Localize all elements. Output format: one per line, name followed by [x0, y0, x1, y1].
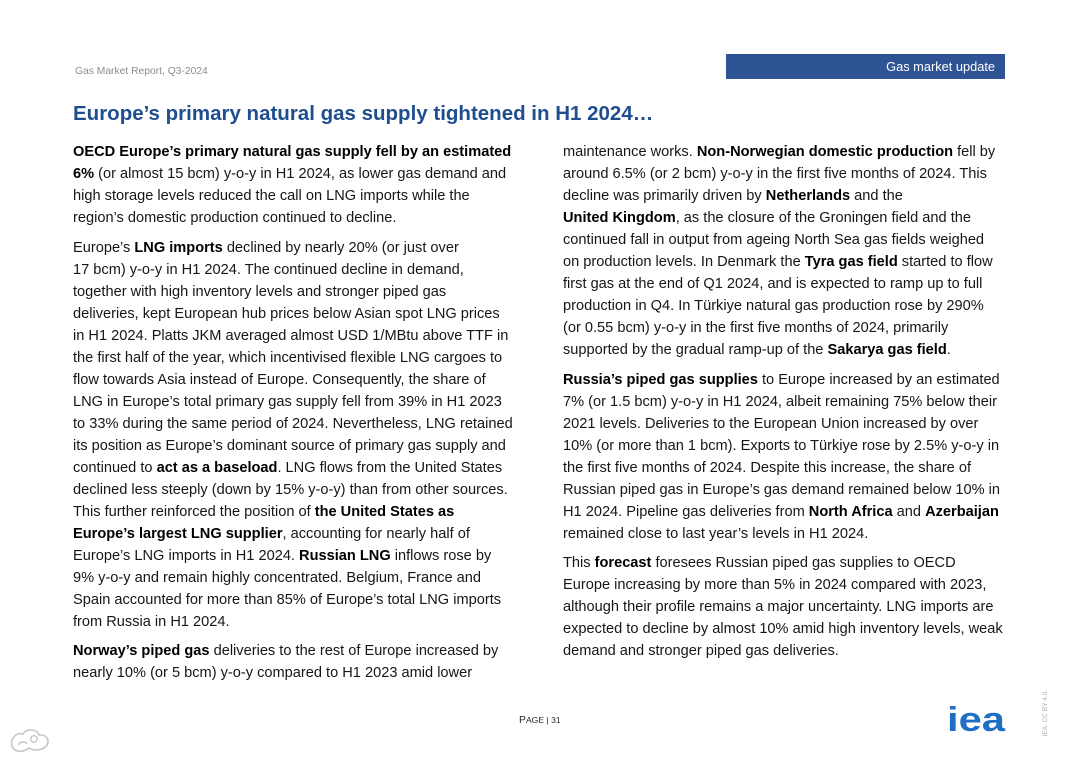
text-line: declined less steeply (down by 15% y-o-y) than from other sources. [73, 481, 508, 498]
iea-logo-text: iea [947, 702, 1007, 734]
text-line: This forecast foresees Russian piped gas supplies to OECD [563, 555, 956, 571]
bold-highlight: the United States as [314, 503, 455, 520]
body-paragraph [73, 237, 525, 633]
text-line: supported by the gradual ramp-up of the Sakarya gas field. [563, 342, 951, 358]
section-header-bar [726, 54, 1005, 79]
text-line: Europe increasing by more than 5% in 2024 compared with 2023, [563, 577, 987, 593]
text-line: 9% y-o-y and remain highly concentrated. Belgium, France and [73, 569, 482, 586]
bold-highlight: Russian LNG [299, 547, 391, 564]
bold-highlight: Netherlands [765, 188, 851, 204]
text-line: high storage levels reduced the call on LNG imports while the [73, 188, 470, 204]
text-line: 2021 levels. Deliveries to the European Union increased by over [563, 415, 979, 432]
watermark-logo-icon [8, 727, 52, 755]
bold-highlight: Sakarya gas field [827, 342, 947, 358]
bold-highlight: LNG imports [134, 239, 223, 256]
text-line: Spain accounted for more than 85% of Europe’s total LNG imports [73, 591, 502, 608]
text-line: demand and stronger piped gas deliveries. [563, 643, 839, 659]
text-line: Europe’s largest LNG supplier, accounting for nearly half of [73, 525, 470, 542]
text-line: continued to act as a baseload. LNG flows from the United States [73, 459, 503, 476]
body-paragraph [563, 141, 1015, 361]
bold-highlight: forecast [594, 555, 652, 571]
text-line: H1 2024. Pipeline gas deliveries from North Africa and Azerbaijan [563, 503, 999, 520]
bold-highlight: United Kingdom [563, 210, 676, 226]
text-line: deliveries, kept European hub prices below Asian spot LNG prices [73, 305, 500, 322]
text-line: Europe’s LNG imports in H1 2024. Russian LNG inflows rose by [73, 547, 492, 564]
text-line: production in Q4. In Türkiye natural gas production rose by 290% [563, 298, 984, 314]
body-paragraph [73, 141, 525, 229]
text-line: the first half of the year, which incentivised flexible LNG cargoes to [73, 349, 503, 366]
text-line: 6% (or almost 15 bcm) y-o-y in H1 2024, as lower gas demand and [73, 166, 507, 182]
text-line: (or 0.55 bcm) y-o-y in the first five months of 2024, primarily [563, 320, 949, 336]
text-line: its position as Europe’s dominant source of primary gas supply and [73, 437, 506, 454]
right-text-column [563, 141, 1015, 670]
text-line: 10% (or more than 1 bcm). Exports to Türkiye rose by 2.5% y-o-y in [563, 437, 1000, 454]
text-line: in H1 2024. Platts JKM averaged almost USD 1/MBtu above TTF in [73, 327, 509, 344]
bold-highlight: Europe’s largest LNG supplier [73, 525, 283, 542]
text-line: although their profile remains a major uncertainty. LNG imports are [563, 599, 994, 615]
bold-highlight: OECD Europe’s primary natural gas supply fell by an estimated [73, 144, 512, 160]
text-line: maintenance works. Non-Norwegian domestic production fell by [563, 144, 996, 160]
page-title: Europe’s primary natural gas supply tightened in H1 2024… [73, 102, 654, 125]
watermark-logo-outline [12, 730, 48, 751]
text-line: Norway’s piped gas deliveries to the rest of Europe increased by [73, 643, 499, 659]
text-line: 7% (or 1.5 bcm) y-o-y in H1 2024, albeit remaining 75% below their [563, 393, 997, 410]
bold-highlight: 6% [73, 166, 95, 182]
license-note: IEA. CC BY 4.0. [1042, 690, 1049, 737]
text-line: expected to decline by almost 10% amid high inventory levels, weak [563, 621, 1003, 637]
text-line: Europe’s LNG imports declined by nearly 20% (or just over [73, 239, 459, 256]
text-line: 17 bcm) y-o-y in H1 2024. The continued decline in demand, [73, 261, 464, 278]
text-line: United Kingdom, as the closure of the Groningen field and the [563, 210, 971, 226]
left-text-column [73, 141, 525, 692]
text-line: decline was primarily driven by Netherlands and the [563, 188, 903, 204]
text-line: together with high inventory levels and stronger piped gas [73, 283, 447, 300]
bold-highlight: Russia’s piped gas supplies [563, 371, 758, 388]
text-line: region’s domestic production continued to decline. [73, 210, 397, 226]
report-title: Gas Market Report, Q3-2024 [75, 66, 208, 77]
text-line: This further reinforced the position of the United States as [73, 503, 455, 520]
text-line: flow towards Asia instead of Europe. Consequently, the share of [73, 371, 486, 388]
bold-highlight: Norway’s piped gas [73, 643, 210, 659]
text-line: nearly 10% (or 5 bcm) y-o-y compared to H1 2023 amid lower [73, 665, 473, 681]
text-line: first gas at the end of Q1 2024, and is expected to ramp up to full [563, 276, 983, 292]
text-line [73, 141, 525, 163]
text-line: to 33% during the same period of 2024. Nevertheless, LNG retained [73, 415, 513, 432]
text-line: continued fall in output from ageing North Sea gas fields weighed [563, 232, 985, 248]
iea-logo [947, 702, 1009, 734]
bold-highlight: Non-Norwegian domestic production [696, 144, 954, 160]
text-line: from Russia in H1 2024. [73, 613, 230, 630]
bold-highlight: Tyra gas field [804, 254, 898, 270]
text-line: Russian piped gas in Europe’s gas demand remained below 10% in [563, 481, 1001, 498]
section-label: Gas market update [886, 59, 995, 74]
body-paragraph [563, 552, 1015, 662]
text-line: around 6.5% (or 2 bcm) y-o-y in the first five months of 2024. This [563, 166, 987, 182]
body-paragraph [563, 369, 1015, 545]
bold-highlight: North Africa [808, 503, 893, 520]
text-line: the first five months of 2024. Despite this increase, the share of [563, 459, 972, 476]
text-line: on production levels. In Denmark the Tyra gas field started to flow [563, 254, 993, 270]
page-number: PAGE | 31 [519, 715, 561, 726]
bold-highlight: act as a baseload [156, 459, 278, 476]
text-line: remained close to last year’s levels in H1 2024. [563, 525, 869, 542]
text-line: LNG in Europe’s total primary gas supply fell from 39% in H1 2023 [73, 393, 502, 410]
body-paragraph [73, 640, 525, 684]
text-line: Russia’s piped gas supplies to Europe increased by an estimated [563, 371, 1000, 388]
bold-highlight: Azerbaijan [925, 503, 999, 520]
